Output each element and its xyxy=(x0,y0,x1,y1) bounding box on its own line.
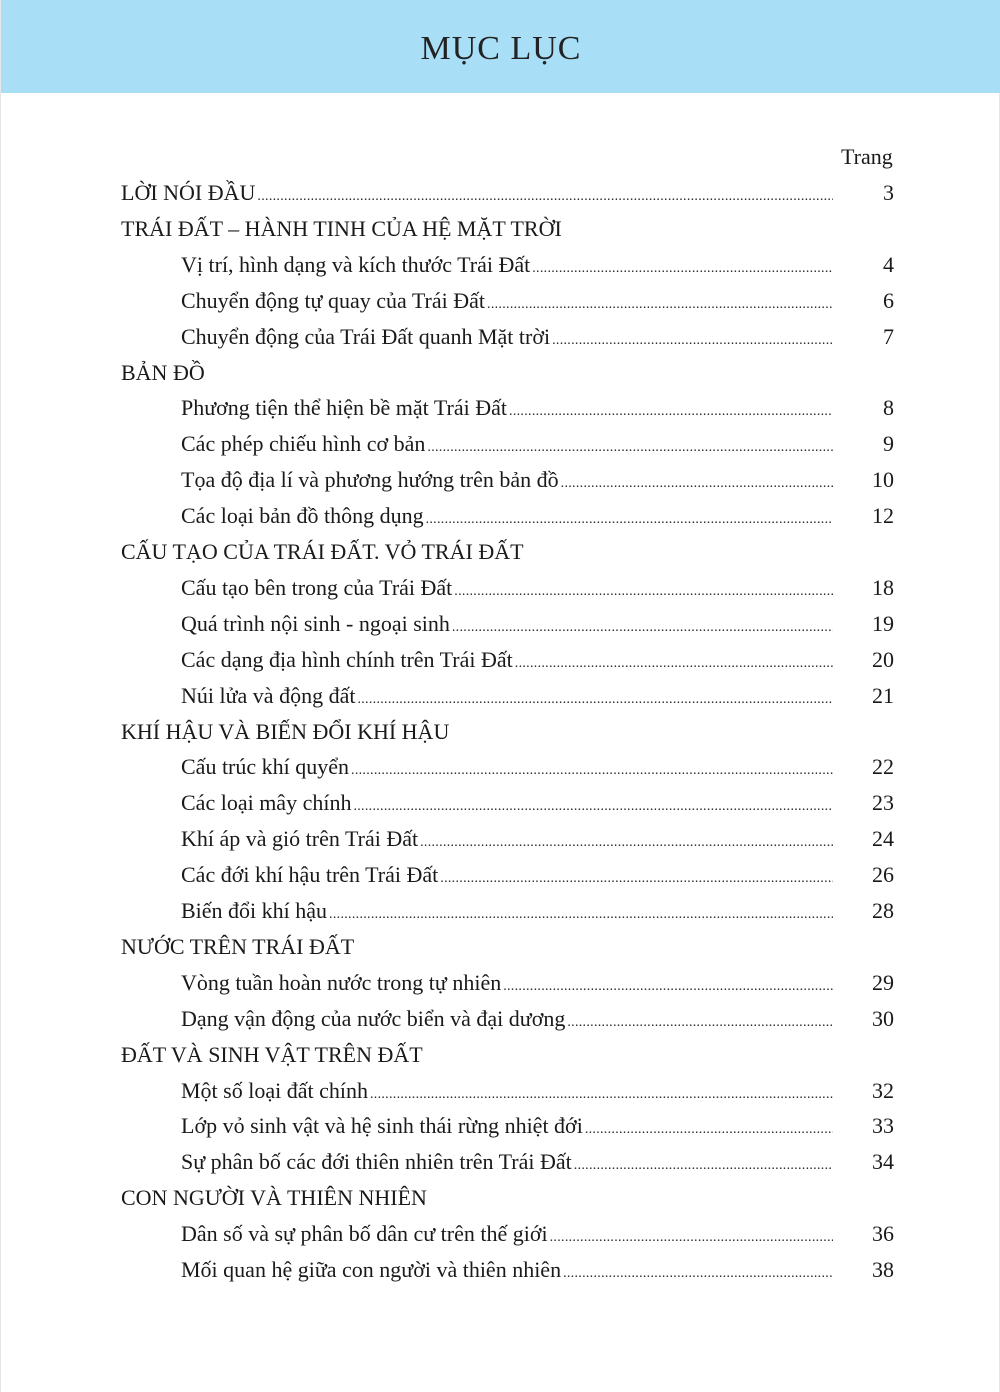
toc-entry-title: Biến đổi khí hậu xyxy=(181,898,328,923)
toc-page-number: 36 xyxy=(872,1221,894,1246)
dot-leader xyxy=(532,254,833,280)
toc-entry[interactable] xyxy=(181,1147,833,1177)
toc-entry[interactable] xyxy=(181,1076,833,1106)
toc-entry[interactable] xyxy=(181,896,833,926)
toc-page-number: 34 xyxy=(872,1149,894,1174)
toc-page-number: 24 xyxy=(872,826,894,851)
toc-page-number: 9 xyxy=(883,431,894,456)
toc-page-number: 18 xyxy=(872,575,894,600)
toc-page-number: 10 xyxy=(872,467,894,492)
dot-leader xyxy=(503,972,833,998)
toc-page-number: 30 xyxy=(872,1006,894,1031)
toc-entry-title: Một số loại đất chính xyxy=(181,1078,368,1103)
toc-entry-title: Vị trí, hình dạng và kích thước Trái Đất xyxy=(181,252,531,277)
toc-page-number: 22 xyxy=(872,754,894,779)
toc-entry[interactable] xyxy=(181,860,833,890)
page-column-label: Trang xyxy=(841,144,893,169)
toc-entry[interactable] xyxy=(181,573,833,603)
toc-page-number: 21 xyxy=(872,683,894,708)
toc-entry-title: Các loại mây chính xyxy=(181,790,352,815)
toc-entry-title: Dạng vận động của nước biển và đại dương xyxy=(181,1006,566,1031)
toc-section-heading: BẢN ĐỒ xyxy=(121,360,205,385)
toc-entry[interactable] xyxy=(181,322,833,352)
toc-entry-title: Núi lửa và động đất xyxy=(181,683,356,708)
toc-page-number: 26 xyxy=(872,862,894,887)
toc-entry-title: Dân số và sự phân bố dân cư trên thế giới xyxy=(181,1221,548,1246)
toc-page-number: 29 xyxy=(872,970,894,995)
dot-leader xyxy=(353,792,833,818)
toc-entry-title: Các dạng địa hình chính trên Trái Đất xyxy=(181,647,513,672)
toc-entry[interactable] xyxy=(181,824,833,854)
toc-entry[interactable] xyxy=(181,681,833,711)
page-title: MỤC LỤC xyxy=(420,29,582,67)
toc-entry[interactable] xyxy=(181,645,833,675)
toc-entry[interactable] xyxy=(181,788,833,818)
dot-leader xyxy=(567,1008,833,1034)
toc-page-number: 38 xyxy=(872,1257,894,1282)
toc-page-number: 23 xyxy=(872,790,894,815)
toc-entry[interactable] xyxy=(181,752,833,782)
toc-entry[interactable] xyxy=(181,465,833,495)
toc-entry-title: Quá trình nội sinh - ngoại sinh xyxy=(181,611,450,636)
dot-leader xyxy=(426,505,833,531)
dot-leader xyxy=(257,182,833,208)
toc-entry-title: Mối quan hệ giữa con người và thiên nhiên xyxy=(181,1257,562,1282)
toc-entry-title: Chuyển động của Trái Đất quanh Mặt trời xyxy=(181,324,551,349)
dot-leader xyxy=(585,1115,833,1141)
toc-page-number: 12 xyxy=(872,503,894,528)
dot-leader xyxy=(357,685,833,711)
toc-section-heading: TRÁI ĐẤT – HÀNH TINH CỦA HỆ MẶT TRỜI xyxy=(121,216,562,241)
toc-entry-title: Các loại bản đồ thông dụng xyxy=(181,503,424,528)
toc-entry-title: Sự phân bố các đới thiên nhiên trên Trái Đất xyxy=(181,1149,572,1174)
toc-section-heading: ĐẤT VÀ SINH VẬT TRÊN ĐẤT xyxy=(121,1042,423,1067)
table-of-contents xyxy=(1,0,1000,1392)
dot-leader xyxy=(440,864,833,890)
toc-entry-title: Các phép chiếu hình cơ bản xyxy=(181,431,426,456)
toc-entry-title: Khí áp và gió trên Trái Đất xyxy=(181,826,419,851)
dot-leader xyxy=(420,828,833,854)
toc-entry-title: Vòng tuần hoàn nước trong tự nhiên xyxy=(181,970,502,995)
toc-entry-title: Chuyển động tự quay của Trái Đất xyxy=(181,288,486,313)
toc-page-number: 32 xyxy=(872,1078,894,1103)
toc-section-heading: KHÍ HẬU VÀ BIẾN ĐỔI KHÍ HẬU xyxy=(121,719,450,744)
toc-page-number: 7 xyxy=(883,324,894,349)
toc-entry[interactable] xyxy=(181,429,833,459)
toc-entry[interactable] xyxy=(181,1111,833,1141)
toc-page-number: 28 xyxy=(872,898,894,923)
toc-page-number: 8 xyxy=(883,395,894,420)
toc-entry-title: Tọa độ địa lí và phương hướng trên bản đồ xyxy=(181,467,559,492)
dot-leader xyxy=(563,1259,833,1285)
dot-leader xyxy=(454,577,833,603)
toc-entry-title: Phương tiện thể hiện bề mặt Trái Đất xyxy=(181,395,508,420)
toc-entry-title: Cấu tạo bên trong của Trái Đất xyxy=(181,575,453,600)
toc-page-number: 6 xyxy=(883,288,894,313)
toc-entry-title: LỜI NÓI ĐẦU xyxy=(121,180,256,205)
dot-leader xyxy=(561,469,833,495)
toc-entry[interactable] xyxy=(181,1255,833,1285)
dot-leader xyxy=(427,433,833,459)
dot-leader xyxy=(509,397,833,423)
toc-entry[interactable] xyxy=(181,250,833,280)
dot-leader xyxy=(552,326,833,352)
dot-leader xyxy=(487,290,833,316)
toc-page-number: 19 xyxy=(872,611,894,636)
toc-entry[interactable] xyxy=(181,286,833,316)
toc-entry[interactable] xyxy=(181,501,833,531)
dot-leader xyxy=(329,900,833,926)
toc-section-heading: NƯỚC TRÊN TRÁI ĐẤT xyxy=(121,934,355,959)
toc-entry[interactable] xyxy=(121,178,833,208)
dot-leader xyxy=(550,1223,833,1249)
dot-leader xyxy=(574,1151,833,1177)
toc-page-number: 20 xyxy=(872,647,894,672)
toc-entry[interactable] xyxy=(181,609,833,639)
toc-page-number: 4 xyxy=(883,252,894,277)
toc-entry[interactable] xyxy=(181,968,833,998)
toc-entry[interactable] xyxy=(181,1219,833,1249)
toc-page-number: 33 xyxy=(872,1113,894,1138)
toc-section-heading: CON NGƯỜI VÀ THIÊN NHIÊN xyxy=(121,1185,427,1210)
dot-leader xyxy=(370,1080,833,1106)
dot-leader xyxy=(515,649,833,675)
toc-section-heading: CẤU TẠO CỦA TRÁI ĐẤT. VỎ TRÁI ĐẤT xyxy=(121,539,524,564)
toc-entry-title: Cấu trúc khí quyển xyxy=(181,754,350,779)
toc-entry-title: Các đới khí hậu trên Trái Đất xyxy=(181,862,439,887)
toc-entry[interactable] xyxy=(181,393,833,423)
toc-entry[interactable] xyxy=(181,1004,833,1034)
dot-leader xyxy=(452,613,833,639)
toc-page-number: 3 xyxy=(883,180,894,205)
toc-entry-title: Lớp vỏ sinh vật và hệ sinh thái rừng nhiệt đới xyxy=(181,1113,583,1138)
dot-leader xyxy=(351,756,833,782)
